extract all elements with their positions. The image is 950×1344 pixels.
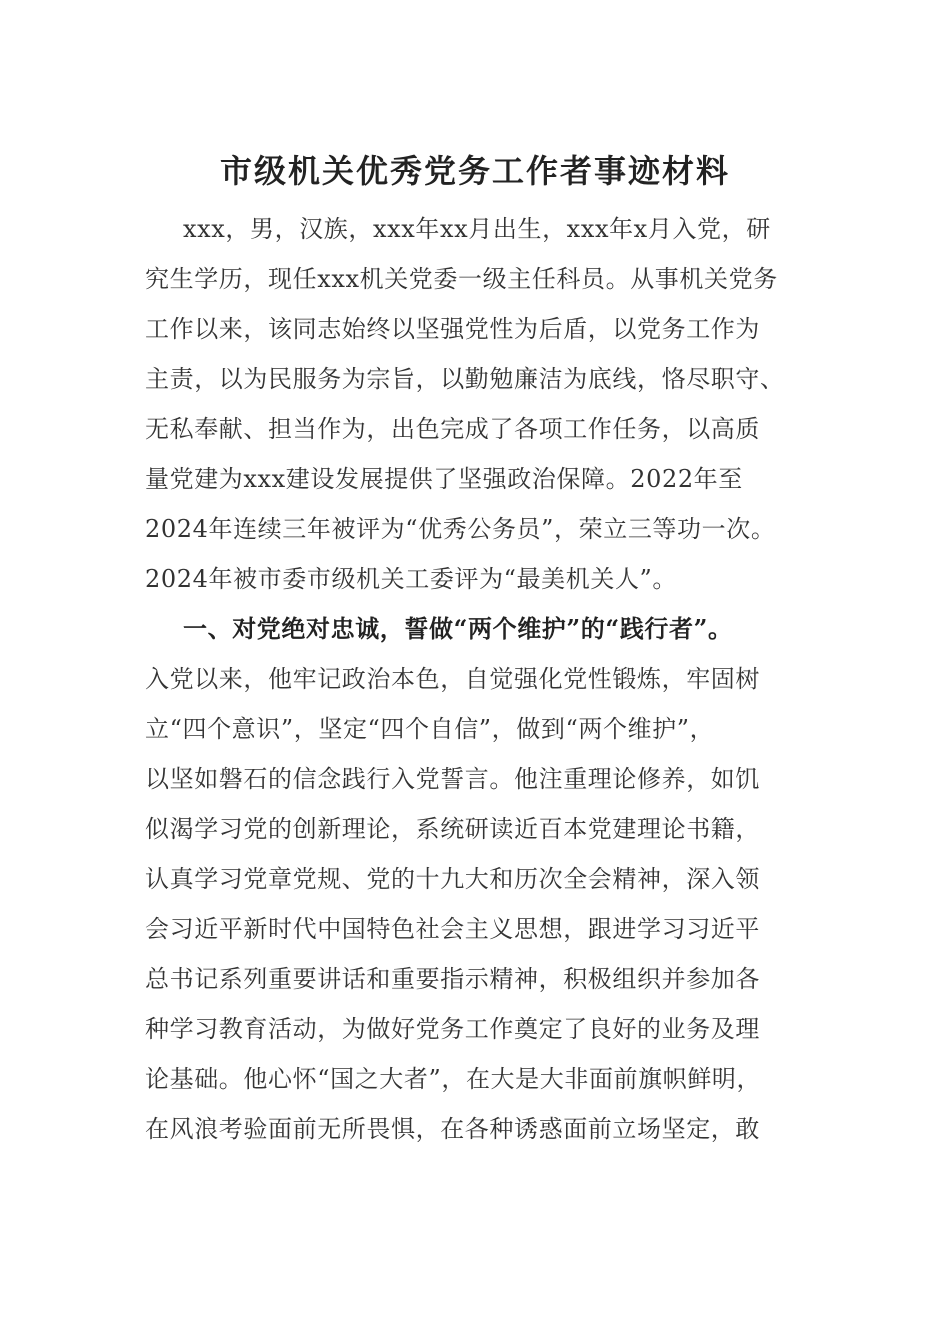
intro-line: 量党建为xxx建设发展提供了坚强政治保障。2022年至 [145,465,743,493]
intro-line: xxx，男，汉族，xxx年xx月出生，xxx年x月入党，研 [183,215,771,243]
section-line: 似渴学习党的创新理论，系统研读近百本党建理论书籍， [145,815,760,843]
document-title: 市级机关优秀党务工作者事迹材料 [219,152,730,190]
intro-line: 究生学历，现任xxx机关党委一级主任科员。从事机关党务 [145,265,778,293]
section-line: 立“四个意识”，坚定“四个自信”，做到“两个维护”， [145,715,715,743]
section-line: 在风浪考验面前无所畏惧，在各种诱惑面前立场坚定，敢 [145,1115,760,1143]
section-heading: 一、对党绝对忠诚，誓做“两个维护”的“践行者”。 [183,614,733,643]
intro-line: 2024年被市委市级机关工委评为“最美机关人”。 [145,565,678,593]
intro-line: 2024年连续三年被评为“优秀公务员”，荣立三等功一次。 [145,515,776,543]
section-line: 种学习教育活动，为做好党务工作奠定了良好的业务及理 [145,1015,760,1043]
section-line: 以坚如磐石的信念践行入党誓言。他注重理论修养，如饥 [145,765,760,793]
section-line: 入党以来，他牢记政治本色，自觉强化党性锻炼，牢固树 [145,665,760,693]
intro-line: 无私奉献、担当作为，出色完成了各项工作任务，以高质 [145,415,760,443]
section-line: 总书记系列重要讲话和重要指示精神，积极组织并参加各 [145,965,760,993]
section-line: 认真学习党章党规、党的十九大和历次全会精神，深入领 [145,865,760,893]
section-line: 会习近平新时代中国特色社会主义思想，跟进学习习近平 [145,915,760,943]
document-body [145,204,810,1154]
intro-line: 主责，以为民服务为宗旨，以勤勉廉洁为底线，恪尽职守、 [145,365,785,393]
section-line: 论基础。他心怀“国之大者”，在大是大非面前旗帜鲜明， [145,1065,762,1093]
intro-line: 工作以来，该同志始终以坚强党性为后盾，以党务工作为 [145,315,760,343]
